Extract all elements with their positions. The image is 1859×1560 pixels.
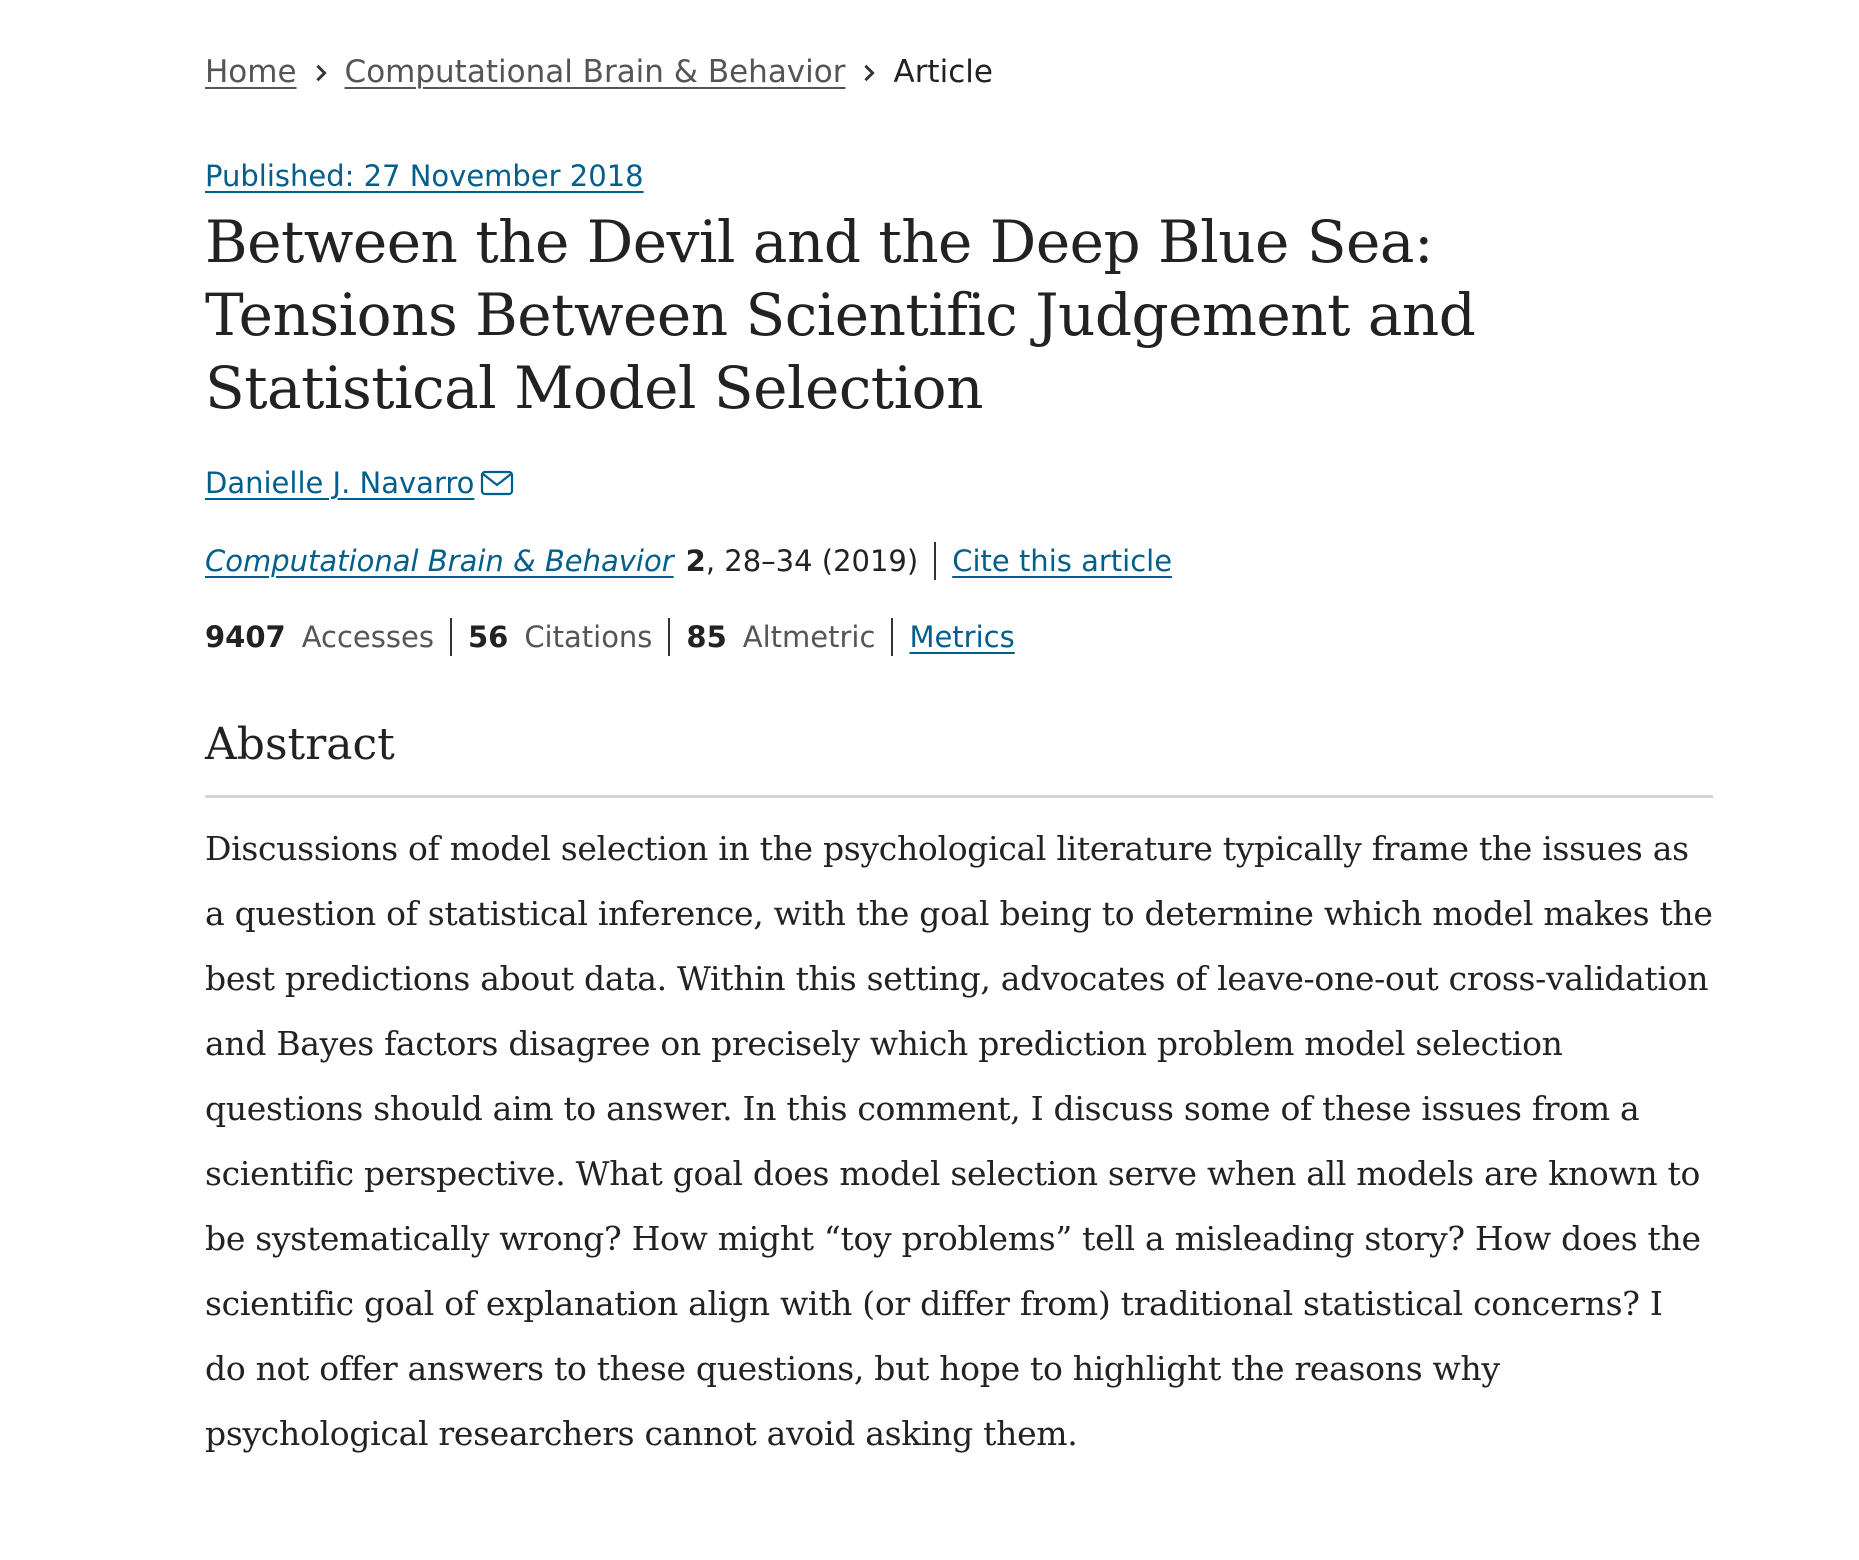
- pages-year: , 28–34 (2019): [705, 544, 919, 578]
- altmetric-label: Altmetric: [742, 620, 876, 654]
- article-title: Between the Devil and the Deep Blue Sea: Tensions Between Scientific Judgement and Statistical Model Selection: [205, 208, 1476, 422]
- citations-count: 56: [467, 620, 509, 654]
- metrics-link[interactable]: Metrics: [909, 620, 1015, 654]
- breadcrumb-home-link[interactable]: Home: [205, 54, 297, 90]
- chevron-right-icon: [845, 50, 893, 94]
- accesses-count: 9407: [205, 620, 286, 654]
- article-container: [205, 50, 1713, 1466]
- volume-number: 2: [685, 544, 706, 578]
- breadcrumb-journal-link[interactable]: Computational Brain & Behavior: [344, 54, 846, 90]
- citations-label: Citations: [524, 620, 653, 654]
- citation-row: [205, 541, 1713, 581]
- envelope-icon[interactable]: [480, 469, 514, 497]
- author-list: [205, 463, 1713, 503]
- metrics-row: [205, 617, 1713, 657]
- abstract-heading: Abstract: [205, 715, 1713, 798]
- altmetric-count: 85: [686, 620, 727, 654]
- accesses-label: Accesses: [301, 620, 434, 654]
- divider: [450, 618, 452, 656]
- abstract-text: Discussions of model selection in the psychological literature typically frame the issues as a question of statistical inference, with the goal being to determine which model makes the best predictions about data. Within this setting, advocates of leave-one-out cross-validation and Bayes factors disagree on precisely which prediction problem model selection questions should aim to answer. In this comment, I discuss some of these issues from a scientific perspective. What goal does model selection serve when all models are known to be systematically wrong? How might “toy problems” tell a misleading story? How does the scientific goal of explanation align with (or differ from) traditional statistical concerns? I do not offer answers to these questions, but hope to highlight the reasons why psychological researchers cannot avoid asking them.: [205, 829, 1713, 1453]
- breadcrumb-current: Article: [893, 54, 993, 90]
- author-link[interactable]: Danielle J. Navarro: [205, 466, 475, 500]
- divider: [891, 618, 893, 656]
- published-date-link[interactable]: Published: 27 November 2018: [205, 159, 644, 193]
- cite-this-article-link[interactable]: Cite this article: [952, 544, 1173, 578]
- divider: [668, 618, 670, 656]
- abstract-section: [205, 715, 1713, 1466]
- divider: [934, 542, 936, 580]
- journal-link[interactable]: Computational Brain & Behavior: [205, 544, 674, 578]
- breadcrumb: [205, 50, 1713, 94]
- chevron-right-icon: [297, 50, 345, 94]
